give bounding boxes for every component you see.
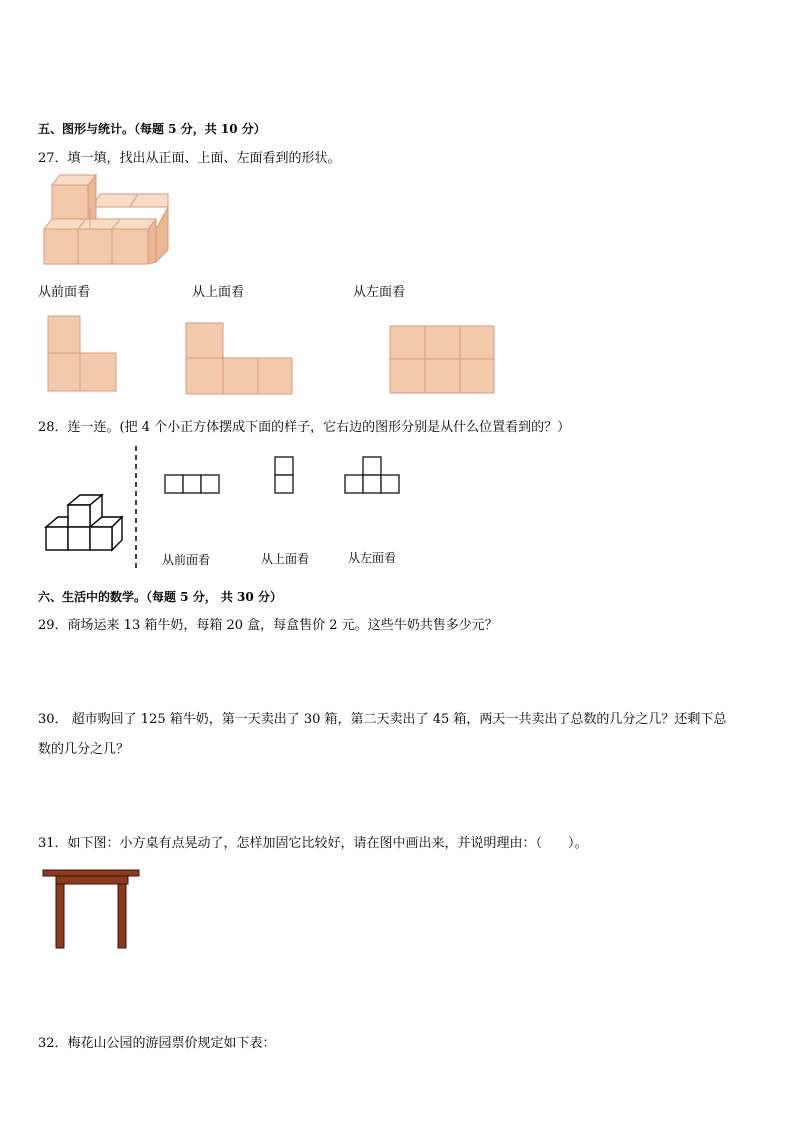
question-30-text-line-1: 30． 超市购回了 125 箱牛奶，第一天卖出了 30 箱，第二天卖出了 45 箱，两天一共卖出了总数的几分之几？还剩下总	[38, 712, 727, 727]
question-31-text: 31．如下图：小方桌有点晃动了，怎样加固它比较好，请在图中画出来，并说明理由：（ ）。	[38, 836, 588, 851]
q28-shape-column-of-two	[274, 456, 296, 496]
q27-left-view-shape	[389, 325, 497, 395]
q27-top-view-shape	[185, 322, 295, 396]
q28-shape-row-of-three	[164, 474, 222, 496]
question-30-text-line-2: 数的几分之几？	[38, 742, 130, 757]
question-32-text: 32．梅花山公园的游园票价规定如下表：	[38, 1036, 276, 1051]
q28-front-view-label: 从前面看	[162, 553, 211, 567]
section-5-title: 五、图形与统计。（每题 5 分，共 10 分）	[38, 122, 266, 136]
q28-cube-stack-figure	[44, 493, 126, 553]
q28-shape-t-shape	[344, 456, 404, 496]
question-27-text: 27．填一填，找出从正面、上面、左面看到的形状。	[38, 151, 341, 166]
q27-3d-cube-figure	[40, 172, 172, 267]
q28-top-view-label: 从上面看	[261, 552, 310, 566]
question-29-text: 29．商场运来 13 箱牛奶，每箱 20 盒，每盒售价 2 元。这些牛奶共售多少元？	[38, 618, 498, 633]
q27-front-view-shape	[47, 315, 119, 393]
q27-top-view-label: 从上面看	[192, 285, 245, 300]
q27-front-view-label: 从前面看	[38, 285, 91, 300]
q27-left-view-label: 从左面看	[353, 285, 406, 300]
question-28-text: 28．连一连。(把 4 个小正方体摆成下面的样子，它右边的图形分别是从什么位置看到的？）	[38, 420, 571, 435]
q28-left-view-label: 从左面看	[348, 551, 397, 565]
q28-dashed-divider	[133, 446, 139, 572]
q31-square-table-figure	[42, 869, 142, 951]
section-6-title: 六、生活中的数学。（每题 5 分， 共 30 分）	[38, 590, 282, 604]
